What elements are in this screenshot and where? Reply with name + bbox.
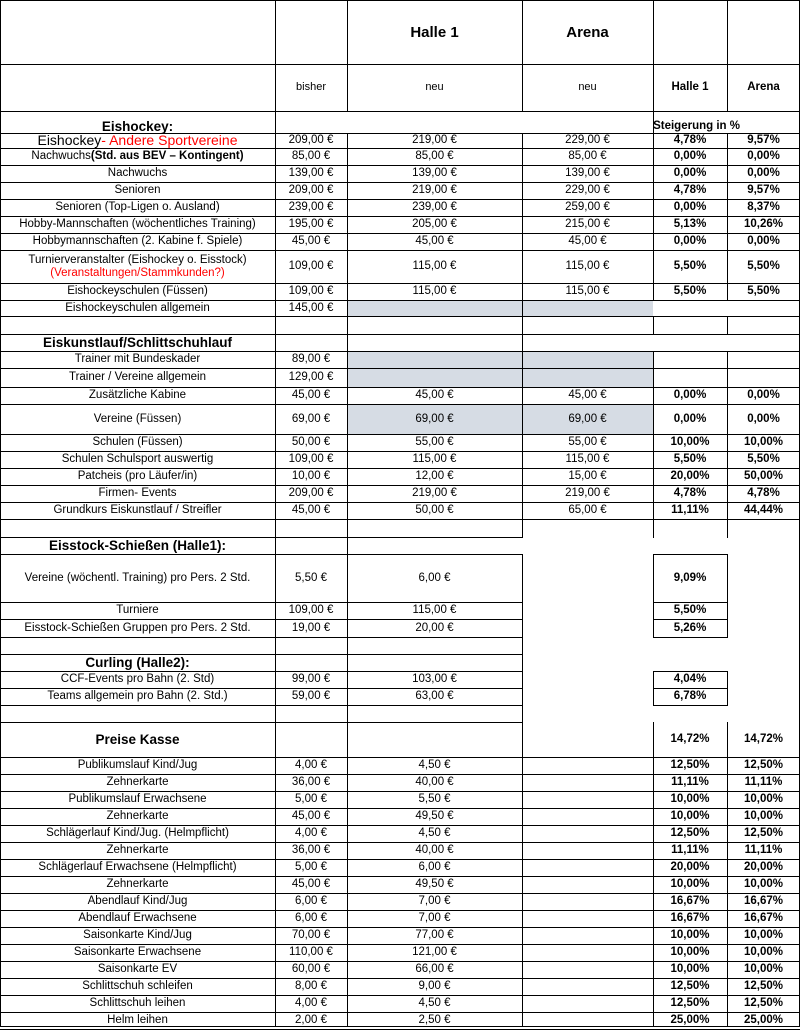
section-title-eiskunstlauf: Eiskunstlauf/Schlittschuhlauf: [42, 335, 233, 350]
row-label: [0, 774, 275, 791]
row-label: [0, 944, 275, 961]
percent-halle1: 20,00%: [670, 470, 710, 482]
percent-halle1: 5,50%: [673, 604, 707, 616]
row-label-text: Turnierveranstalter (Eishockey o. Eisstock): [28, 253, 247, 266]
value-neu-arena: 55,00 €: [568, 436, 607, 448]
row-label: [0, 148, 275, 165]
row-label: [0, 688, 275, 705]
row-label: [0, 434, 275, 451]
row-label-text: Saisonkarte EV: [97, 963, 178, 975]
value-neu-halle1: 115,00 €: [412, 453, 457, 465]
row-label: [0, 791, 275, 808]
row-label-text: Abendlauf Erwachsene: [78, 912, 197, 924]
value-bisher: 45,00 €: [291, 878, 331, 890]
row-label: [0, 404, 275, 434]
row-label-text: Publikumslauf Kind/Jug: [77, 759, 198, 771]
percent-arena: 20,00%: [743, 861, 783, 873]
value-neu-arena: 139,00 €: [565, 167, 610, 179]
header-halle1: Halle 1: [410, 23, 459, 41]
value-bisher: 5,50 €: [295, 571, 327, 584]
row-label-text: Vereine (wöchentl. Training) pro Pers. 2 Std.: [24, 571, 251, 584]
row-label: [0, 808, 275, 825]
row-label-text: Eisstock-Schießen Gruppen pro Pers. 2 Std.: [24, 621, 251, 634]
row-label: [0, 368, 275, 387]
percent-halle1: 12,50%: [670, 997, 710, 1009]
value-neu-halle1: 2,50 €: [418, 1014, 451, 1026]
percent-arena: 25,00%: [743, 1014, 783, 1026]
row-label-text: Eishockeyschulen allgemein: [65, 301, 210, 314]
value-bisher: 209,00 €: [288, 134, 334, 146]
percent-halle1: 10,00%: [670, 436, 710, 448]
row-label: [0, 451, 275, 468]
value-bisher: 70,00 €: [291, 929, 331, 941]
row-label-text: CCF-Events pro Bahn (2. Std): [60, 673, 215, 685]
shaded-cell: [347, 351, 653, 387]
percent-halle1: 4,78%: [673, 184, 707, 196]
grid-line: [653, 316, 654, 335]
value-bisher: 139,00 €: [288, 167, 334, 179]
value-neu-arena: 45,00 €: [568, 235, 607, 247]
percent-arena: 10,00%: [743, 878, 783, 890]
percent-arena: 11,11%: [744, 844, 783, 856]
percent-halle1: 10,00%: [670, 963, 710, 975]
row-label: [0, 351, 275, 368]
value-bisher: 239,00 €: [288, 201, 334, 213]
row-label: [0, 619, 275, 637]
row-label: [0, 757, 275, 774]
row-label: [0, 978, 275, 995]
percent-halle1: 0,00%: [673, 389, 707, 401]
value-bisher: 109,00 €: [288, 285, 334, 297]
value-bisher: 6,00 €: [295, 912, 327, 924]
percent-arena: 44,44%: [743, 504, 783, 516]
percent-arena: 9,57%: [747, 184, 780, 196]
value-bisher: 129,00 €: [288, 371, 334, 383]
section-title-kasse: Preise Kasse: [95, 732, 180, 747]
value-neu-halle1: 69,00 €: [415, 412, 454, 425]
percent-arena: 10,00%: [743, 793, 783, 805]
percent-halle1: 0,00%: [673, 201, 707, 213]
row-label: [0, 961, 275, 978]
row-label: [0, 927, 275, 944]
value-neu-halle1: 85,00 €: [415, 150, 454, 162]
percent-halle1: 4,78%: [673, 134, 707, 146]
value-bisher: 8,00 €: [295, 980, 327, 992]
value-neu-halle1: 77,00 €: [415, 929, 454, 941]
value-bisher: 109,00 €: [288, 604, 334, 616]
percent-arena: 9,57%: [747, 134, 780, 146]
value-neu-halle1: 115,00 €: [412, 260, 457, 272]
percent-arena: 16,67%: [743, 912, 783, 924]
percent-halle1: 12,50%: [670, 827, 710, 839]
percent-arena: 5,50%: [747, 453, 780, 465]
value-neu-halle1: 219,00 €: [412, 184, 457, 196]
value-neu-halle1: 4,50 €: [418, 759, 451, 771]
percent-halle1: 0,00%: [673, 167, 707, 179]
value-neu-halle1: 45,00 €: [415, 389, 454, 401]
row-label: [0, 842, 275, 859]
value-neu-halle1: 219,00 €: [412, 134, 457, 146]
value-bisher: 209,00 €: [288, 184, 334, 196]
value-bisher: 45,00 €: [291, 504, 331, 516]
row-label-text: Eishockeyschulen (Füssen): [67, 285, 208, 297]
percent-arena: 0,00%: [747, 412, 780, 425]
row-label: [0, 165, 275, 182]
value-neu-halle1: 63,00 €: [415, 690, 454, 702]
percent-halle1: 0,00%: [673, 150, 707, 162]
row-label-highlight: (Veranstaltungen/Stammkunden?): [50, 266, 225, 279]
value-bisher: 36,00 €: [291, 844, 331, 856]
value-bisher: 99,00 €: [291, 673, 331, 685]
value-neu-halle1: 55,00 €: [415, 436, 454, 448]
value-neu-arena: 229,00 €: [565, 184, 610, 196]
percent-halle1: 10,00%: [670, 946, 710, 958]
row-label-text: Vereine (Füssen): [93, 412, 182, 425]
percent-arena: 11,11%: [744, 776, 783, 788]
percent-halle1: 0,00%: [673, 235, 707, 247]
percent-arena: 0,00%: [747, 167, 780, 179]
column-header-neu-halle1: neu: [425, 81, 444, 93]
value-bisher: 4,00 €: [295, 827, 327, 839]
value-neu-arena: 85,00 €: [568, 150, 607, 162]
value-bisher: 109,00 €: [288, 453, 334, 465]
row-label-text: Abendlauf Kind/Jug: [87, 895, 188, 907]
value-neu-halle1: 205,00 €: [412, 218, 457, 230]
row-label-text: Saisonkarte Kind/Jug: [83, 929, 192, 941]
row-label: [0, 910, 275, 927]
shaded-cell: [347, 300, 653, 316]
percent-halle1: 11,11%: [671, 776, 709, 788]
value-neu-halle1: 5,50 €: [418, 793, 451, 805]
percent-arena: 16,67%: [743, 895, 783, 907]
steigerung-label: Steigerung in %: [653, 120, 740, 132]
row-label-text: Nachwuchs: [31, 150, 91, 162]
percent-halle1: 0,00%: [673, 412, 707, 425]
value-bisher: 85,00 €: [291, 150, 331, 162]
row-label: [0, 182, 275, 199]
row-label: [0, 133, 275, 148]
value-neu-halle1: 103,00 €: [412, 673, 457, 685]
value-bisher: 59,00 €: [291, 690, 331, 702]
percent-halle1: 5,50%: [673, 260, 707, 272]
row-label-text: Schlägerlauf Kind/Jug. (Helmpflicht): [46, 827, 229, 839]
value-neu-arena: 115,00 €: [565, 453, 610, 465]
value-bisher: 50,00 €: [291, 436, 331, 448]
row-label: [0, 468, 275, 485]
percent-arena: 12,50%: [743, 980, 783, 992]
value-neu-halle1: 50,00 €: [415, 504, 454, 516]
percent-halle1: 12,50%: [670, 980, 710, 992]
percent-halle1: 4,78%: [673, 487, 707, 499]
row-label: [0, 387, 275, 404]
value-bisher: 4,00 €: [295, 997, 327, 1009]
grid-line: [653, 637, 728, 638]
value-neu-halle1: 6,00 €: [418, 861, 451, 873]
value-bisher: 10,00 €: [291, 470, 331, 482]
value-bisher: 45,00 €: [291, 810, 331, 822]
value-neu-arena: 15,00 €: [568, 470, 607, 482]
row-label-text: Zusätzliche Kabine: [88, 389, 187, 401]
row-label: [0, 671, 275, 688]
section-title-eisstock: Eisstock-Schießen (Halle1):: [48, 538, 227, 553]
value-bisher: 36,00 €: [291, 776, 331, 788]
percent-arena: 14,72%: [743, 733, 783, 745]
row-label: [0, 283, 275, 300]
percent-arena: 10,00%: [743, 963, 783, 975]
row-label-text: Schulen Schulsport auswertig: [61, 453, 214, 465]
percent-halle1: 10,00%: [670, 878, 710, 890]
value-bisher: 69,00 €: [291, 412, 331, 425]
row-label-text: Patcheis (pro Läufer/in): [77, 470, 198, 482]
value-neu-halle1: 12,00 €: [415, 470, 454, 482]
row-label-text: Helm leihen: [107, 1014, 168, 1026]
value-neu-arena: 115,00 €: [565, 260, 610, 272]
percent-halle1: 25,00%: [670, 1014, 710, 1026]
value-neu-halle1: 239,00 €: [412, 201, 457, 213]
value-neu-arena: 215,00 €: [565, 218, 610, 230]
value-neu-halle1: 20,00 €: [415, 621, 454, 634]
row-label-text: Zehnerkarte: [106, 810, 169, 822]
row-label-text: Senioren: [114, 184, 161, 196]
column-header-neu-arena: neu: [578, 81, 597, 93]
row-label-bold: (Std. aus BEV – Kontingent): [90, 150, 244, 162]
percent-halle1: 4,04%: [673, 673, 707, 685]
value-bisher: 2,00 €: [295, 1014, 327, 1026]
header-arena: Arena: [566, 23, 609, 41]
value-neu-arena: 115,00 €: [565, 285, 610, 297]
value-neu-halle1: 219,00 €: [412, 487, 457, 499]
value-neu-arena: 69,00 €: [568, 412, 607, 425]
section-title-curling: Curling (Halle2):: [85, 655, 190, 670]
value-neu-halle1: 115,00 €: [412, 285, 457, 297]
row-label: [0, 1012, 275, 1029]
row-label: [0, 825, 275, 842]
value-neu-halle1: 40,00 €: [415, 776, 454, 788]
value-bisher: 5,00 €: [295, 861, 327, 873]
value-bisher: 4,00 €: [295, 759, 327, 771]
row-label: [0, 859, 275, 876]
percent-arena: 10,00%: [743, 436, 783, 448]
row-label-text: Firmen- Events: [98, 487, 177, 499]
column-header-bisher: bisher: [296, 81, 326, 93]
row-label: [0, 300, 275, 316]
percent-halle1: 9,09%: [673, 571, 707, 584]
row-label-text: Schlittschuh schleifen: [82, 980, 193, 992]
percent-arena: 10,00%: [743, 929, 783, 941]
percent-arena: 10,00%: [743, 810, 783, 822]
row-label: [0, 502, 275, 519]
value-bisher: 109,00 €: [288, 260, 334, 272]
value-bisher: 110,00 €: [289, 946, 333, 958]
row-label-text: Grundkurs Eiskunstlauf / Streifler: [53, 504, 222, 516]
percent-arena: 12,50%: [743, 997, 783, 1009]
row-label-text: Trainer / Vereine allgemein: [68, 371, 206, 383]
value-neu-halle1: 121,00 €: [412, 946, 457, 958]
percent-arena: 0,00%: [747, 389, 780, 401]
value-neu-arena: 259,00 €: [565, 201, 610, 213]
value-neu-halle1: 49,50 €: [415, 810, 454, 822]
percent-arena: 5,50%: [747, 260, 780, 272]
row-label-text: Saisonkarte Erwachsene: [73, 946, 202, 958]
percent-arena: 4,78%: [747, 487, 780, 499]
row-label: [0, 876, 275, 893]
value-neu-halle1: 7,00 €: [418, 912, 451, 924]
value-neu-arena: 229,00 €: [565, 134, 610, 146]
section-title-eishockey: Eishockey:: [101, 119, 174, 133]
grid-line: [0, 637, 523, 638]
percent-arena: 10,00%: [743, 946, 783, 958]
percent-halle1: 20,00%: [670, 861, 710, 873]
percent-halle1: 5,26%: [673, 621, 707, 634]
percent-halle1: 14,72%: [670, 733, 710, 745]
value-neu-arena: 65,00 €: [568, 504, 607, 516]
grid-line: [727, 671, 728, 706]
percent-halle1: 10,00%: [670, 810, 710, 822]
row-label: [0, 216, 275, 233]
grid-line: [727, 554, 728, 638]
value-neu-halle1: 7,00 €: [418, 895, 451, 907]
value-neu-halle1: 45,00 €: [415, 235, 454, 247]
row-label-text: Teams allgemein pro Bahn (2. Std.): [47, 690, 228, 702]
row-label-highlight: - Andere Sportvereine: [101, 133, 238, 148]
grid-line: [0, 705, 523, 706]
row-label-text: Eishockey: [37, 133, 102, 148]
grid-line: [653, 705, 728, 706]
value-bisher: 195,00 €: [288, 218, 334, 230]
percent-halle1: 10,00%: [670, 793, 710, 805]
row-label-text: Schlägerlauf Erwachsene (Helmpflicht): [38, 861, 237, 873]
row-label: [0, 602, 275, 619]
percent-arena: 5,50%: [747, 285, 780, 297]
value-neu-halle1: 139,00 €: [412, 167, 457, 179]
row-label-text: Schulen (Füssen): [92, 436, 183, 448]
row-label-text: Zehnerkarte: [106, 878, 169, 890]
row-label-text: Nachwuchs: [107, 167, 168, 179]
row-label: [0, 199, 275, 216]
value-neu-halle1: 66,00 €: [415, 963, 454, 975]
percent-halle1: 11,11%: [671, 844, 709, 856]
row-label: [0, 893, 275, 910]
percent-arena: 0,00%: [747, 150, 780, 162]
value-neu-arena: 219,00 €: [565, 487, 610, 499]
row-label-text: Schlittschuh leihen: [89, 997, 186, 1009]
value-bisher: 5,00 €: [295, 793, 327, 805]
percent-halle1: 6,78%: [673, 690, 707, 702]
percent-halle1: 5,50%: [673, 285, 707, 297]
percent-halle1: 16,67%: [670, 912, 710, 924]
percent-arena: 12,50%: [743, 827, 783, 839]
value-neu-halle1: 9,00 €: [418, 980, 451, 992]
value-bisher: 209,00 €: [288, 487, 334, 499]
percent-arena: 0,00%: [747, 235, 780, 247]
row-label: [0, 233, 275, 250]
row-label-text: Senioren (Top-Ligen o. Ausland): [55, 201, 220, 213]
grid-line: [0, 519, 800, 520]
row-label: [0, 554, 275, 602]
value-bisher: 45,00 €: [291, 235, 331, 247]
percent-halle1: 12,50%: [670, 759, 710, 771]
value-neu-halle1: 4,50 €: [418, 827, 451, 839]
row-label-text: Hobby-Mannschaften (wöchentliches Training): [19, 218, 256, 230]
percent-halle1: 5,50%: [673, 453, 707, 465]
value-neu-arena: 45,00 €: [568, 389, 607, 401]
percent-halle1: 11,11%: [671, 504, 709, 516]
percent-halle1: 5,13%: [673, 218, 707, 230]
row-label: [0, 485, 275, 502]
grid-line: [0, 316, 800, 317]
value-neu-halle1: 49,50 €: [415, 878, 454, 890]
row-label-text: Trainer mit Bundeskader: [74, 353, 201, 365]
grid-line: [522, 554, 523, 1027]
percent-arena: 10,26%: [743, 218, 783, 230]
row-label: [0, 250, 275, 283]
row-label-text: Hobbymannschaften (2. Kabine f. Spiele): [32, 235, 243, 247]
value-neu-halle1: 6,00 €: [418, 571, 451, 584]
value-neu-halle1: 40,00 €: [415, 844, 454, 856]
row-label: [0, 995, 275, 1012]
row-label-text: Publikumslauf Erwachsene: [68, 793, 207, 805]
row-label-text: Zehnerkarte: [106, 776, 169, 788]
value-neu-halle1: 115,00 €: [412, 604, 457, 616]
value-bisher: 6,00 €: [295, 895, 327, 907]
row-label-text: Turniere: [116, 604, 159, 616]
percent-halle1: 16,67%: [670, 895, 710, 907]
percent-arena: 12,50%: [743, 759, 783, 771]
value-bisher: 60,00 €: [291, 963, 331, 975]
row-label-text: Zehnerkarte: [106, 844, 169, 856]
value-bisher: 145,00 €: [288, 301, 334, 314]
column-header-halle1: Halle 1: [671, 81, 709, 93]
grid-line: [727, 316, 728, 335]
percent-arena: 8,37%: [747, 201, 780, 213]
value-bisher: 19,00 €: [291, 621, 331, 634]
value-neu-halle1: 4,50 €: [418, 997, 451, 1009]
percent-arena: 50,00%: [743, 470, 783, 482]
column-header-arena: Arena: [747, 81, 780, 93]
percent-halle1: 10,00%: [670, 929, 710, 941]
value-bisher: 89,00 €: [291, 353, 331, 365]
value-bisher: 45,00 €: [291, 389, 331, 401]
